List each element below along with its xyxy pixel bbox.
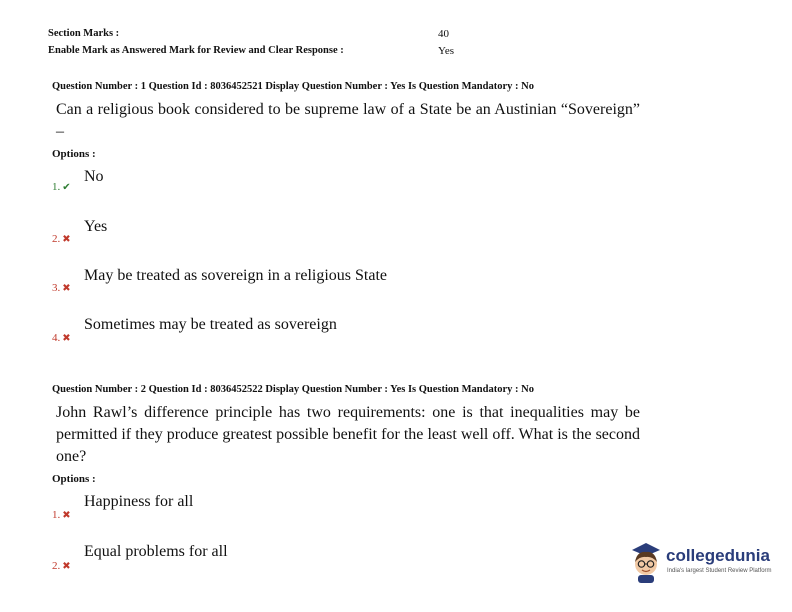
section-marks-value: 40 [438, 28, 449, 40]
q1-option-3-text: May be treated as sovereign in a religious State [84, 267, 388, 284]
question-2-header: Question Number : 2 Question Id : 8036452522 Display Question Number : Yes Is Question Mandatory : No [52, 384, 534, 395]
wrong-cross-icon: ✖ [62, 561, 71, 572]
wrong-cross-icon: ✖ [62, 234, 71, 245]
question-2-options-label: Options : [52, 473, 96, 485]
mascot-icon [628, 540, 664, 584]
q1-option-4-text: Sometimes may be treated as sovereign [84, 316, 337, 333]
wrong-cross-icon: ✖ [62, 283, 71, 294]
collegedunia-logo [628, 540, 778, 588]
q1-option-2-text: Yes [84, 218, 108, 235]
wrong-cross-icon: ✖ [62, 333, 71, 344]
q2-option-1-text: Happiness for all [84, 493, 194, 510]
wrong-cross-icon: ✖ [62, 510, 71, 521]
q1-option-1-number: 1. ✔ [52, 181, 71, 193]
logo-tagline: India's largest Student Review Platform [667, 568, 772, 574]
q2-option-2-text: Equal problems for all [84, 543, 228, 560]
question-2-text: John Rawl’s difference principle has two requirements: one is that inequalities may be permitted if they produce greatest possible benefit for the least well off. What is the second one? [56, 404, 640, 465]
q1-option-2-number: 2. ✖ [52, 233, 71, 245]
enable-mark-value: Yes [438, 45, 455, 57]
enable-mark-label: Enable Mark as Answered Mark for Review and Clear Response : [48, 45, 344, 56]
question-1-header: Question Number : 1 Question Id : 8036452521 Display Question Number : Yes Is Question Mandatory : No [52, 81, 534, 92]
question-1-options-label: Options : [52, 148, 96, 160]
logo-name: collegedunia [666, 546, 770, 565]
correct-check-icon: ✔ [62, 182, 71, 193]
q2-option-1-number: 1. ✖ [52, 509, 71, 521]
q1-option-3-number: 3. ✖ [52, 282, 71, 294]
q1-option-1-text: No [84, 168, 104, 185]
q1-option-4-number: 4. ✖ [52, 332, 71, 344]
question-1-text: Can a religious book considered to be supreme law of a State be an Austinian “Sovereign” – [56, 101, 640, 140]
q2-option-2-number: 2. ✖ [52, 560, 71, 572]
section-marks-label: Section Marks : [48, 28, 120, 39]
